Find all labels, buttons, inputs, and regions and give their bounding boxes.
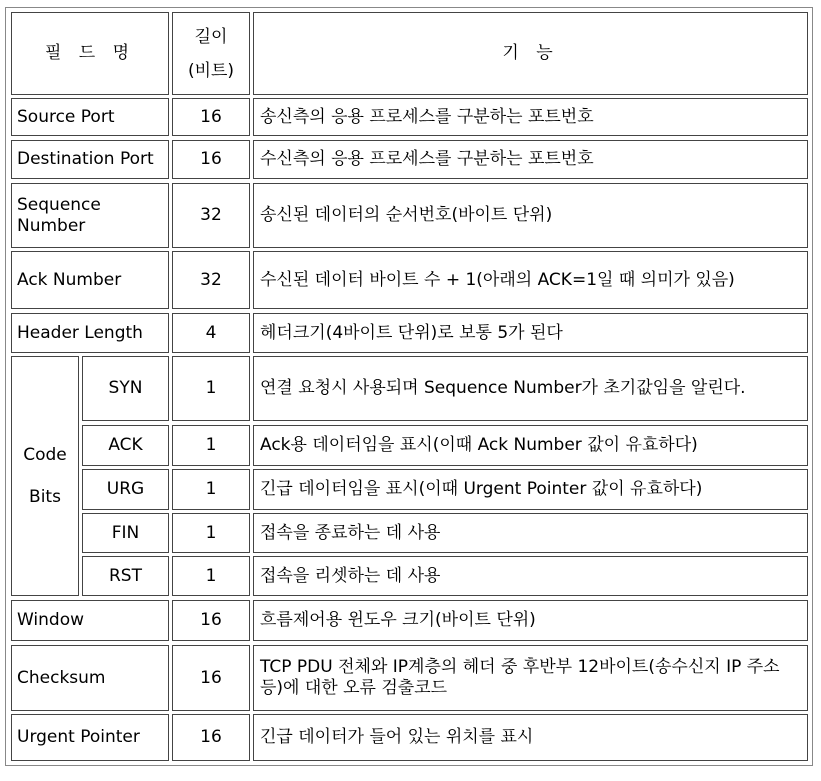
field-checksum	[11, 645, 169, 711]
desc-syn	[253, 356, 808, 421]
bits-urg	[172, 469, 250, 510]
bits-urgent-pointer	[172, 714, 250, 761]
desc-text: 수신측의 응용 프로세스를 구분하는 포트번호	[260, 149, 594, 169]
desc-text: 접속을 종료하는 데 사용	[260, 522, 441, 543]
code-bits-line2: Bits	[29, 487, 61, 507]
desc-text: 흐름제어용 윈도우 크기(바이트 단위)	[260, 610, 536, 630]
desc-text: 긴급 데이터가 들어 있는 위치를 표시	[260, 727, 534, 747]
desc-text: Ack용 데이터임을 표시(이때 Ack Number 값이 유효하다)	[260, 435, 698, 455]
desc-ack	[253, 425, 808, 466]
code-bits-line1: Code	[23, 445, 67, 465]
bits-ack-number	[172, 251, 250, 309]
bits-destination-port	[172, 140, 250, 179]
field-urgent-pointer	[11, 714, 169, 761]
flag-name: RST	[109, 565, 142, 586]
flag-ack	[82, 425, 169, 466]
field-label: Ack Number	[17, 269, 122, 290]
desc-source-port	[253, 98, 808, 136]
desc-text: 연결 요청시 사용되며 Sequence Number가 초기값임을 알린다.	[260, 378, 746, 398]
field-code-bits	[11, 356, 79, 596]
flag-syn	[82, 356, 169, 421]
desc-text: 송신된 데이터의 순서번호(바이트 단위)	[260, 205, 553, 225]
header-length-line2: (비트)	[187, 60, 235, 81]
bits-sequence-number	[172, 183, 250, 248]
header-length-line1: 길이	[194, 26, 228, 47]
desc-destination-port	[253, 140, 808, 179]
flag-name: URG	[106, 479, 145, 499]
bits-value: 16	[200, 149, 222, 169]
field-ack-number	[11, 251, 169, 309]
field-window	[11, 600, 169, 641]
flag-urg	[82, 469, 169, 510]
header-field-name	[11, 12, 169, 95]
bits-value: 1	[205, 565, 217, 586]
bits-value: 1	[205, 435, 217, 455]
header-function-text: 기 능	[502, 43, 559, 63]
bits-header-length	[172, 313, 250, 353]
header-length	[172, 12, 250, 95]
field-label: Header Length	[17, 322, 143, 343]
desc-text: TCP PDU 전체와 IP계층의 헤더 중 후반부 12바이트(송수신지 IP 주소 등)에 대한 오류 검출코드	[260, 657, 780, 698]
field-header-length	[11, 313, 169, 353]
bits-ack	[172, 425, 250, 466]
field-label: Checksum	[17, 667, 106, 688]
flag-name: ACK	[108, 435, 143, 455]
header-function	[253, 12, 808, 95]
bits-value: 16	[200, 106, 222, 127]
desc-urgent-pointer	[253, 714, 808, 761]
bits-value: 16	[200, 667, 222, 688]
desc-window	[253, 600, 808, 641]
desc-text: 송신측의 응용 프로세스를 구분하는 포트번호	[260, 106, 594, 127]
bits-value: 16	[200, 610, 222, 630]
field-destination-port	[11, 140, 169, 179]
bits-checksum	[172, 645, 250, 711]
field-label: Sequence Number	[17, 194, 101, 236]
field-sequence-number	[11, 183, 169, 248]
field-label: Destination Port	[17, 149, 154, 169]
bits-window	[172, 600, 250, 641]
field-label: Window	[17, 610, 85, 630]
desc-text: 수신된 데이터 바이트 수 + 1(아래의 ACK=1일 때 의미가 있음)	[260, 269, 735, 290]
bits-rst	[172, 556, 250, 596]
desc-checksum	[253, 645, 808, 711]
bits-value: 1	[205, 479, 217, 499]
header-field-name-text: 필 드 명	[44, 43, 136, 63]
desc-text: 긴급 데이터임을 표시(이때 Urgent Pointer 값이 유효하다)	[260, 479, 703, 499]
bits-fin	[172, 513, 250, 553]
field-source-port	[11, 98, 169, 136]
field-label: Urgent Pointer	[17, 727, 140, 747]
desc-header-length	[253, 313, 808, 353]
desc-rst	[253, 556, 808, 596]
flag-name: FIN	[111, 522, 140, 543]
desc-text: 접속을 리셋하는 데 사용	[260, 565, 441, 586]
desc-fin	[253, 513, 808, 553]
bits-value: 16	[200, 727, 222, 747]
flag-fin	[82, 513, 169, 553]
bits-value: 32	[200, 269, 222, 290]
desc-urg	[253, 469, 808, 510]
bits-value: 1	[205, 378, 217, 398]
bits-value: 4	[205, 322, 217, 343]
desc-sequence-number	[253, 183, 808, 248]
desc-ack-number	[253, 251, 808, 309]
flag-rst	[82, 556, 169, 596]
bits-source-port	[172, 98, 250, 136]
bits-value: 1	[205, 522, 217, 543]
field-label: Source Port	[17, 106, 115, 127]
desc-text: 헤더크기(4바이트 단위)로 보통 5가 된다	[260, 322, 563, 343]
flag-name: SYN	[108, 378, 143, 398]
bits-value: 32	[200, 205, 222, 225]
bits-syn	[172, 356, 250, 421]
